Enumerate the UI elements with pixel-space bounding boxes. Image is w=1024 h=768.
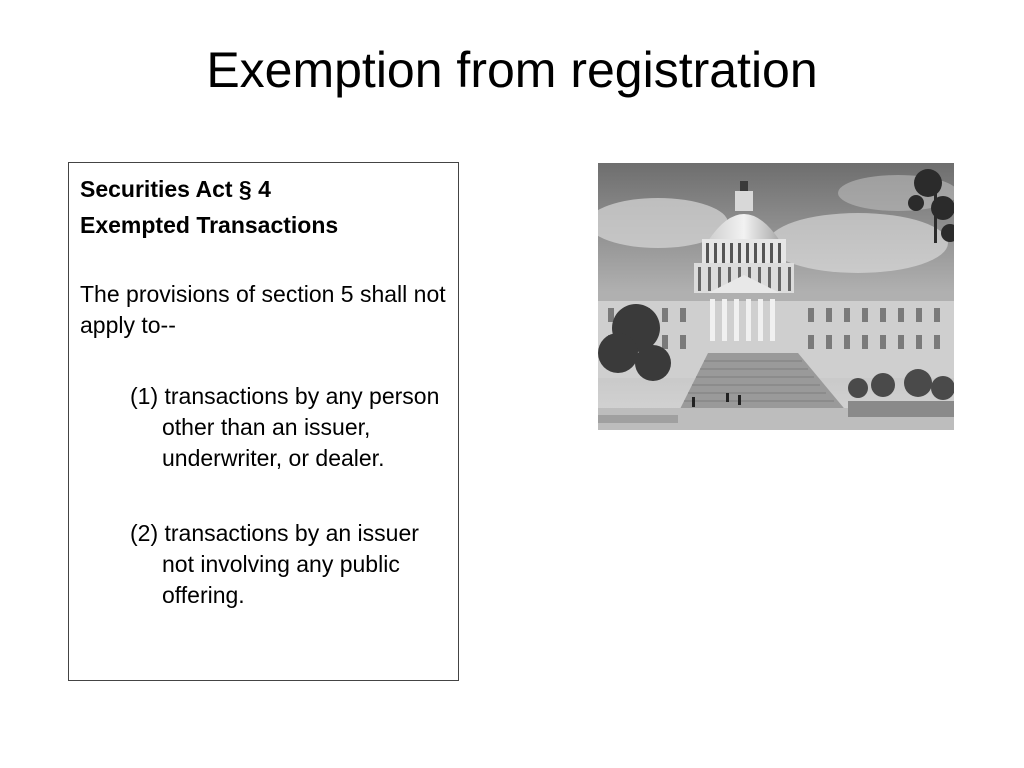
statute-text-box [68,162,459,681]
exempted-transactions-heading: Exempted Transactions [80,212,339,238]
capitol-building-photo [598,163,954,430]
provisions-intro: The provisions of section 5 shall not apply to-- [80,281,446,338]
exemption-item-2: (2) transactions by an issuer not involving any public offering. [130,520,419,608]
act-section-heading: Securities Act § 4 [80,176,271,202]
exemption-item-1: (1) transactions by any person other than an issuer, underwriter, or dealer. [130,383,440,471]
slide-title: Exemption from registration [206,42,818,98]
